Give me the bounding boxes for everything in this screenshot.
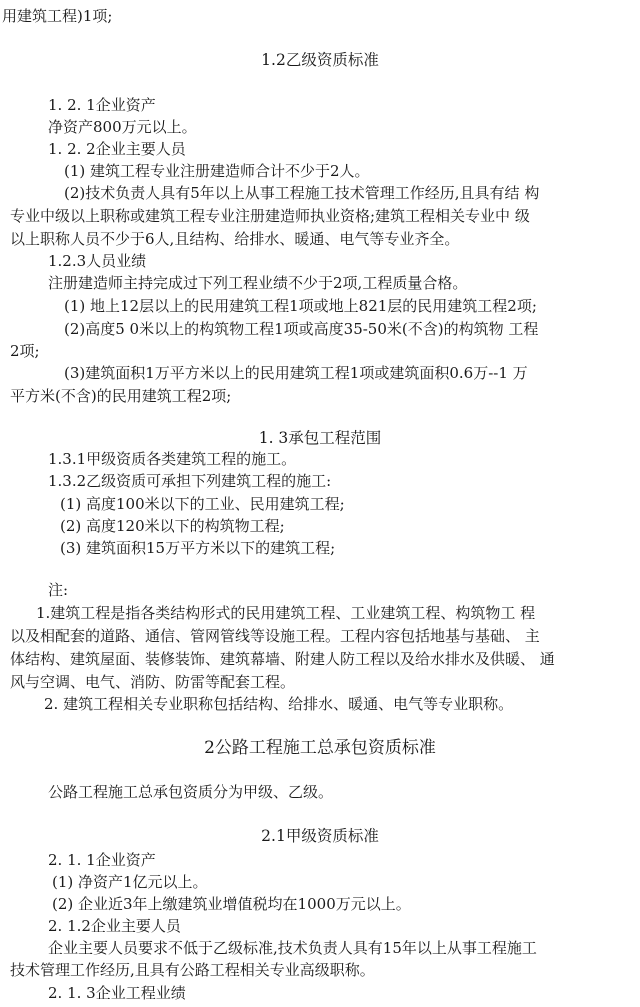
note-1-line-4: 风与空调、电气、消防、防雷等配套工程。 <box>10 673 296 691</box>
note-1-line-2: 以及相配套的道路、通信、管网管线等设施工程。工程内容包括地基与基础、 主 <box>10 627 540 645</box>
personnel-item-1: (1) 建筑工程专业注册建造师合计不少于2人。 <box>64 162 370 180</box>
performance-item-3-line-2: 平方米(不含)的民用建筑工程2项; <box>10 387 232 405</box>
note-2: 2. 建筑工程相关专业职称包括结构、给排水、暖通、电气等专业职称。 <box>44 695 514 713</box>
note-1-line-1: 1.建筑工程是指各类结构形式的民用建筑工程、工业建筑工程、构筑物工 程 <box>36 604 536 622</box>
section-2-intro: 公路工程施工总承包资质分为甲级、乙级。 <box>48 783 334 801</box>
scope-item-2: 1.3.2乙级资质可承担下列建筑工程的施工: <box>48 472 332 490</box>
top-fragment: 用建筑工程)1项; <box>2 7 113 25</box>
s2-assets-title: 2. 1. 1企业资产 <box>48 851 156 869</box>
personnel-item-2-line-2: 专业中级以上职称或建筑工程专业注册建造师执业资格;建筑工程相关专业中 级 <box>10 207 530 225</box>
assets-text: 净资产800万元以上。 <box>48 118 197 136</box>
scope-item-1: 1.3.1甲级资质各类建筑工程的施工。 <box>48 450 297 468</box>
scope-sub-1: (1) 高度100米以下的工业、民用建筑工程; <box>60 495 345 513</box>
performance-title: 1.2.3人员业绩 <box>48 252 147 270</box>
s2-personnel-line-2: 技术管理工作经历,且具有公路工程相关专业高级职称。 <box>10 961 375 979</box>
performance-item-2-line-2: 2项; <box>10 342 40 360</box>
scope-sub-3: (3) 建筑面积15万平方米以下的建筑工程; <box>60 539 336 557</box>
assets-title: 1. 2. 1企业资产 <box>48 96 156 114</box>
personnel-item-2-line-1: (2)技术负责人具有5年以上从事工程施工技术管理工作经历,且具有结 构 <box>64 184 540 202</box>
heading-2-1: 2.1甲级资质标准 <box>261 827 379 845</box>
performance-text: 注册建造师主持完成过下列工程业绩不少于2项,工程质量合格。 <box>48 274 468 292</box>
performance-item-3-line-1: (3)建筑面积1万平方米以上的民用建筑工程1项或建筑面积0.6万--1 万 <box>64 364 528 382</box>
performance-item-1: (1) 地上12层以上的民用建筑工程1项或地上821层的民用建筑工程2项; <box>64 297 537 315</box>
s2-assets-item-1: (1) 净资产1亿元以上。 <box>52 873 208 891</box>
s2-personnel-title: 2. 1.2企业主要人员 <box>48 917 181 935</box>
note-1-line-3: 体结构、建筑屋面、装修装饰、建筑幕墙、附建人防工程以及给水排水及供暖、 通 <box>10 650 555 668</box>
heading-2: 2公路工程施工总承包资质标准 <box>204 738 436 758</box>
notes-label: 注: <box>48 581 69 599</box>
s2-performance-title: 2. 1. 3企业工程业绩 <box>48 984 186 1002</box>
personnel-title: 1. 2. 2企业主要人员 <box>48 140 186 158</box>
scope-sub-2: (2) 高度120米以下的构筑物工程; <box>60 517 285 535</box>
heading-1-2: 1.2乙级资质标准 <box>261 51 379 69</box>
heading-1-3: 1. 3承包工程范围 <box>258 429 382 447</box>
s2-personnel-line-1: 企业主要人员要求不低于乙级标准,技术负责人具有15年以上从事工程施工 <box>48 939 537 957</box>
personnel-item-2-line-3: 以上职称人员不少于6人,且结构、给排水、暖通、电气等专业齐全。 <box>10 230 460 248</box>
s2-assets-item-2: (2) 企业近3年上缴建筑业增值税均在1000万元以上。 <box>52 895 411 913</box>
performance-item-2-line-1: (2)高度5 0米以上的构筑物工程1项或高度35-50米(不含)的构筑物 工程 <box>64 320 539 338</box>
